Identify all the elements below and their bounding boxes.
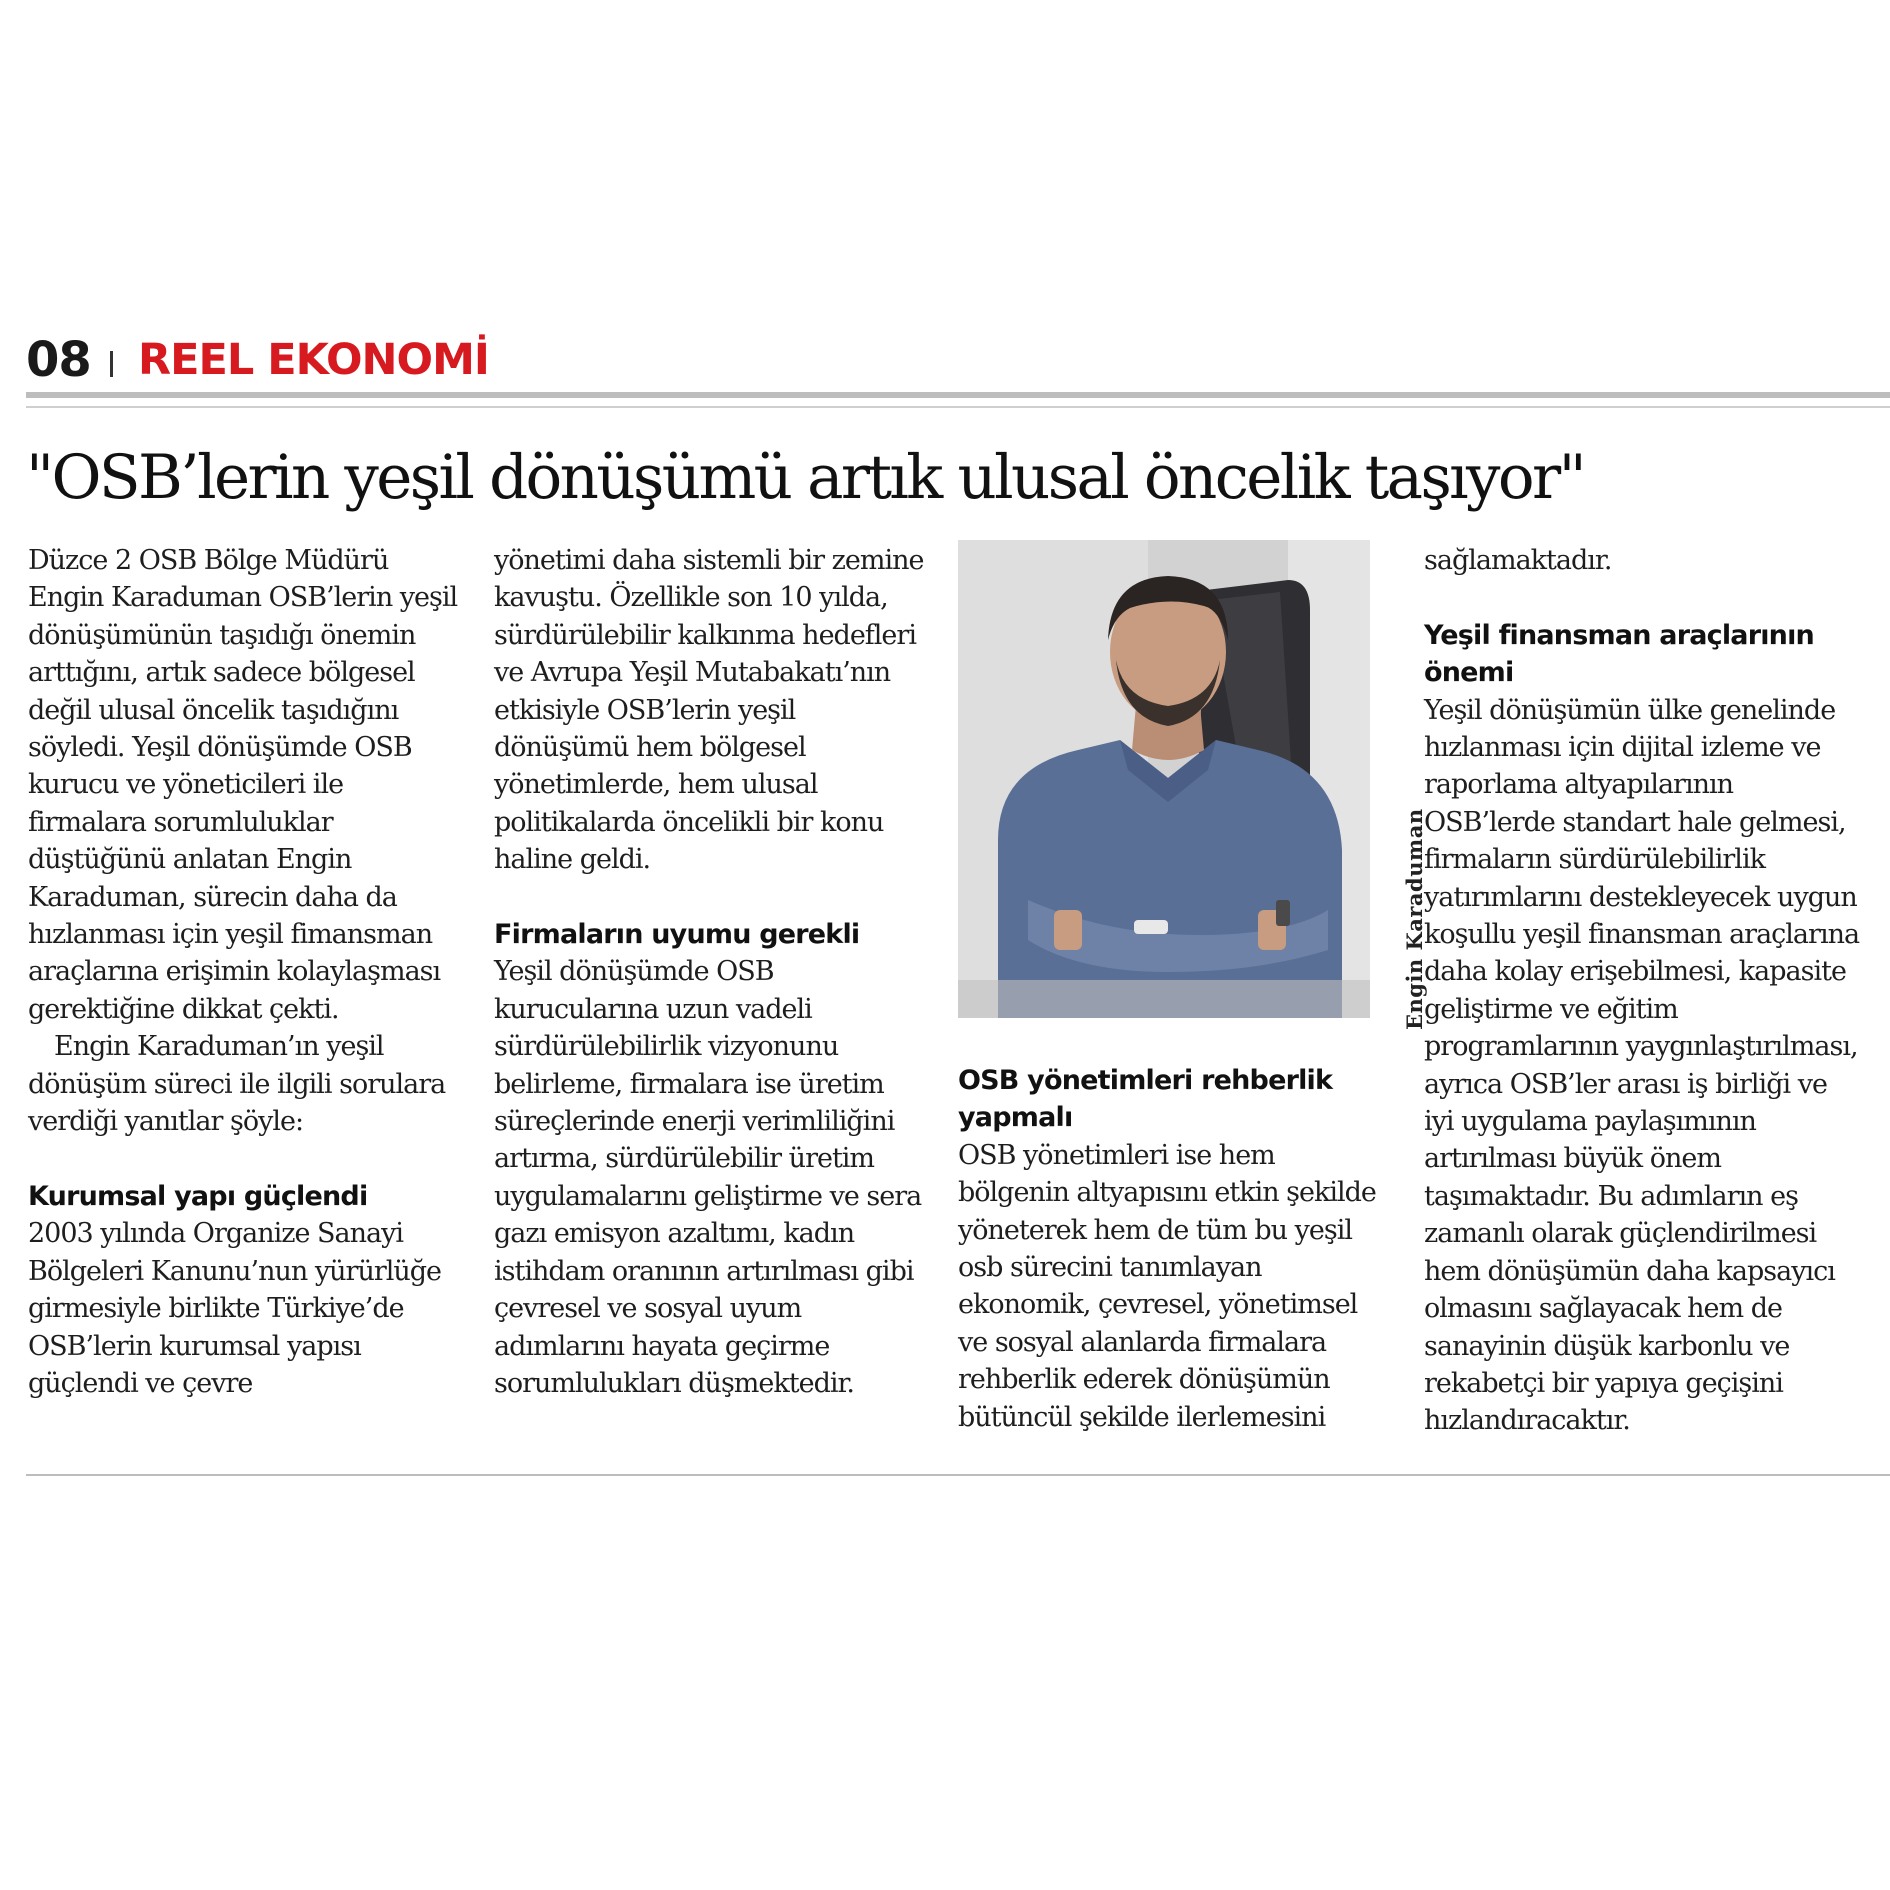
article-column-1 xyxy=(28,542,458,1402)
intro-paragraph-2: Engin Karaduman’ın yeşil dönüşüm süreci ile ilgili sorulara verdiği yanıtlar şöyle: xyxy=(28,1031,446,1138)
subheading-kurumsal: Kurumsal yapı güçlendi xyxy=(28,1180,368,1212)
body-paragraph: Yeşil dönüşümün ülke genelinde hızlanması için dijital izleme ve raporlama altyapılarının OSB’lerde standart hale gelmesi, firmaların sürdürülebilirlik yatırımlarını destekleyecek uygun koşullu yeşil finansman araçlarına daha kolay erişebilmesi, kapasite geliştirme ve eğitim programlarının yaygınlaştırılması, ayrıca OSB’ler arası iş birliği ve iyi uygulama paylaşımının artırılması büyük önem taşımaktadır. Bu adımların eş zamanlı olarak güçlendirilmesi hem dönüşümün daha kapsayıcı olmasını sağlayacak hem de sanayinin düşük karbonlu ve rekabetçi bir yapıya geçişini hızlandıracaktır. xyxy=(1424,694,1860,1437)
body-paragraph: Yeşil dönüşümde OSB kurucularına uzun vadeli sürdürülebilirlik vizyonunu belirleme, firmalara ise üretim süreçlerinde enerji verimliliğini artırma, sürdürülebilir üretim uygulamalarını geliştirme ve sera gazı emisyon azaltımı, kadın istihdam oranının artırılması gibi çevresel ve sosyal uyum adımlarını hayata geçirme sorumlulukları düşmektedir. xyxy=(494,956,922,1399)
bottom-rule xyxy=(26,1474,1890,1476)
intro-paragraph: Düzce 2 OSB Bölge Müdürü Engin Karaduman OSB’lerin yeşil dönüşümünün taşıdığı önemin arttığını, artık sadece bölgesel değil ulusal öncelik taşıdığını söyledi. Yeşil dönüşümde OSB kurucu ve yöneticileri ile firmalara sorumluluklar düştüğünü anlatan Engin Karaduman, sürecin daha da hızlanması için yeşil fimansman araçlarına erişimin kolaylaşması gerektiğine dikkat çekti. xyxy=(28,545,458,1025)
article-headline: "OSB’lerin yeşil dönüşümü artık ulusal öncelik taşıyor" xyxy=(26,442,1585,513)
body-paragraph: sağlamaktadır. xyxy=(1424,545,1612,576)
article-column-2 xyxy=(494,542,934,1402)
article-column-4 xyxy=(1424,542,1864,1440)
portrait-photo xyxy=(958,540,1370,1018)
header-rule-thin xyxy=(26,406,1890,408)
subheading-firmalar: Firmaların uyumu gerekli xyxy=(494,919,860,951)
header-separator xyxy=(110,351,113,377)
body-paragraph: OSB yönetimleri ise hem bölgenin altyapısını etkin şekilde yöneterek hem de tüm bu yeşil osb sürecini tanımlayan ekonomik, çevresel, yönetimsel ve sosyal alanlarda firmalara rehberlik ederek dönüşümün bütüncül şekilde ilerlemesini xyxy=(958,1139,1376,1433)
body-paragraph: yönetimi daha sistemli bir zemine kavuştu. Özellikle son 10 yılda, sürdürülebilir kalkınma hedefleri ve Avrupa Yeşil Mutabakatı’nın etkisiyle OSB’lerin yeşil dönüşümü hem bölgesel yönetimlerde, hem ulusal politikalarda öncelikli bir konu haline geldi. xyxy=(494,545,924,876)
article-column-3 xyxy=(958,1062,1378,1436)
section-title: REEL EKONOMİ xyxy=(138,335,489,385)
header-rule xyxy=(26,392,1890,398)
subheading-osb-yonetimleri: OSB yönetimleri rehberlik yapmalı xyxy=(958,1065,1333,1134)
photo-credit: Engin Karaduman xyxy=(1402,808,1427,1030)
page-number: 08 xyxy=(26,332,91,388)
subheading-finansman: Yeşil finansman araçlarının önemi xyxy=(1424,619,1814,689)
body-paragraph: 2003 yılında Organize Sanayi Bölgeleri Kanunu’nun yürürlüğe girmesiyle birlikte Türkiye’de OSB’lerin kurumsal yapısı güçlendi ve çevre xyxy=(28,1218,442,1399)
